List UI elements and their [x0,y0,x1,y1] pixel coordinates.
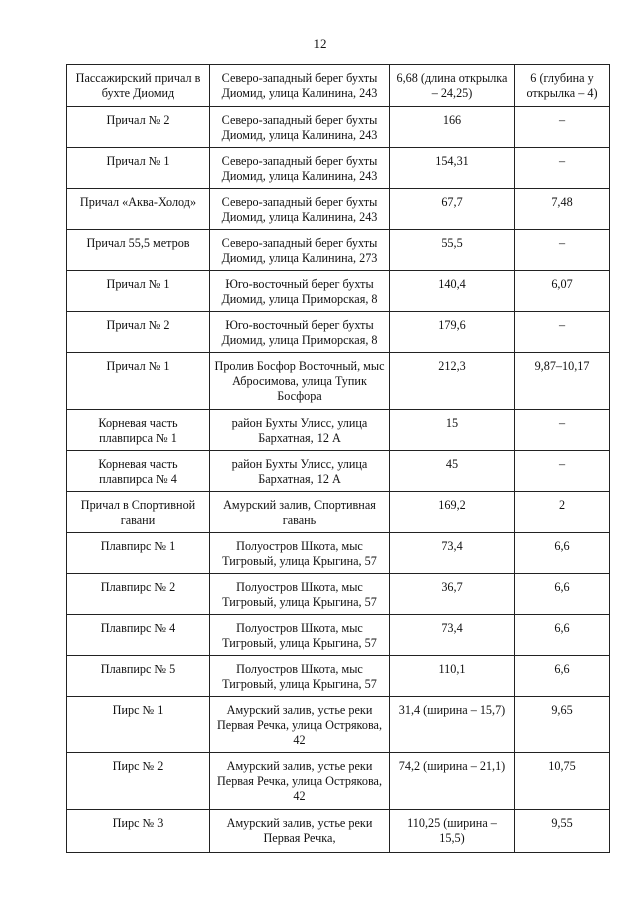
table-row [67,697,610,753]
berth-name-cell: Корневая часть плавпирса № 1 [67,410,210,451]
length-cell: 140,4 [390,271,515,312]
length-cell: 55,5 [390,230,515,271]
berth-name-cell: Пирс № 3 [67,810,210,853]
location-cell: Амурский залив, устье реки Первая Речка, [210,810,390,853]
location-cell: Юго-восточный берег бухты Диомид, улица Приморская, 8 [210,312,390,353]
berth-name-cell: Причал в Спортивной гавани [67,492,210,533]
berth-name-cell: Плавпирс № 5 [67,656,210,697]
berth-name-cell: Причал 55,5 метров [67,230,210,271]
location-cell: Пролив Босфор Восточный, мыс Абросимова, улица Тупик Босфора [210,353,390,410]
table-row [67,65,610,107]
length-cell: 110,1 [390,656,515,697]
length-cell: 212,3 [390,353,515,410]
length-cell: 179,6 [390,312,515,353]
table-row [67,451,610,492]
table-row [67,189,610,230]
berth-name-cell: Причал «Аква-Холод» [67,189,210,230]
depth-cell: – [515,410,610,451]
berth-name-cell: Причал № 1 [67,353,210,410]
table-row [67,107,610,148]
table-row [67,753,610,810]
location-cell: Полуостров Шкота, мыс Тигровый, улица Крыгина, 57 [210,574,390,615]
length-cell: 110,25 (ширина – 15,5) [390,810,515,853]
location-cell: Северо-западный берег бухты Диомид, улица Калинина, 273 [210,230,390,271]
berth-name-cell: Причал № 1 [67,148,210,189]
length-cell: 6,68 (длина открылка – 24,25) [390,65,515,107]
depth-cell: 6,6 [515,656,610,697]
length-cell: 67,7 [390,189,515,230]
berths-table [66,64,610,853]
length-cell: 36,7 [390,574,515,615]
depth-cell: 9,87–10,17 [515,353,610,410]
location-cell: Северо-западный берег бухты Диомид, улица Калинина, 243 [210,107,390,148]
table-row [67,230,610,271]
location-cell: Северо-западный берег бухты Диомид, улица Калинина, 243 [210,189,390,230]
berth-name-cell: Причал № 2 [67,107,210,148]
length-cell: 154,31 [390,148,515,189]
berth-name-cell: Пассажирский причал в бухте Диомид [67,65,210,107]
length-cell: 73,4 [390,533,515,574]
length-cell: 15 [390,410,515,451]
location-cell: Амурский залив, Спортивная гавань [210,492,390,533]
depth-cell: – [515,451,610,492]
berth-name-cell: Плавпирс № 4 [67,615,210,656]
length-cell: 31,4 (ширина – 15,7) [390,697,515,753]
page-number: 12 [313,36,327,51]
length-cell: 74,2 (ширина – 21,1) [390,753,515,810]
location-cell: Полуостров Шкота, мыс Тигровый, улица Крыгина, 57 [210,656,390,697]
table-row [67,148,610,189]
table-row [67,656,610,697]
location-cell: Амурский залив, устье реки Первая Речка, улица Острякова, 42 [210,753,390,810]
depth-cell: 6,07 [515,271,610,312]
depth-cell: 6,6 [515,533,610,574]
depth-cell: 6,6 [515,574,610,615]
depth-cell: – [515,312,610,353]
depth-cell: 10,75 [515,753,610,810]
table-row [67,312,610,353]
berth-name-cell: Причал № 2 [67,312,210,353]
table-row [67,492,610,533]
berth-name-cell: Причал № 1 [67,271,210,312]
location-cell: район Бухты Улисс, улица Бархатная, 12 А [210,410,390,451]
table-row [67,615,610,656]
berth-name-cell: Плавпирс № 1 [67,533,210,574]
location-cell: район Бухты Улисс, улица Бархатная, 12 А [210,451,390,492]
table-row [67,410,610,451]
location-cell: Полуостров Шкота, мыс Тигровый, улица Крыгина, 57 [210,615,390,656]
table-row [67,271,610,312]
table-row [67,574,610,615]
depth-cell: – [515,107,610,148]
location-cell: Юго-восточный берег бухты Диомид, улица Приморская, 8 [210,271,390,312]
location-cell: Северо-западный берег бухты Диомид, улица Калинина, 243 [210,65,390,107]
depth-cell: 2 [515,492,610,533]
length-cell: 45 [390,451,515,492]
depth-cell: – [515,230,610,271]
table-row [67,810,610,853]
length-cell: 169,2 [390,492,515,533]
length-cell: 73,4 [390,615,515,656]
location-cell: Полуостров Шкота, мыс Тигровый, улица Крыгина, 57 [210,533,390,574]
berth-name-cell: Плавпирс № 2 [67,574,210,615]
table-row [67,353,610,410]
location-cell: Амурский залив, устье реки Первая Речка, улица Острякова, 42 [210,697,390,753]
length-cell: 166 [390,107,515,148]
depth-cell: 7,48 [515,189,610,230]
depth-cell: 9,55 [515,810,610,853]
depth-cell: 6 (глубина у открылка – 4) [515,65,610,107]
depth-cell: 6,6 [515,615,610,656]
table-body [67,65,610,853]
location-cell: Северо-западный берег бухты Диомид, улица Калинина, 243 [210,148,390,189]
depth-cell: – [515,148,610,189]
berth-name-cell: Пирс № 2 [67,753,210,810]
berth-name-cell: Корневая часть плавпирса № 4 [67,451,210,492]
berth-name-cell: Пирс № 1 [67,697,210,753]
table-row [67,533,610,574]
depth-cell: 9,65 [515,697,610,753]
